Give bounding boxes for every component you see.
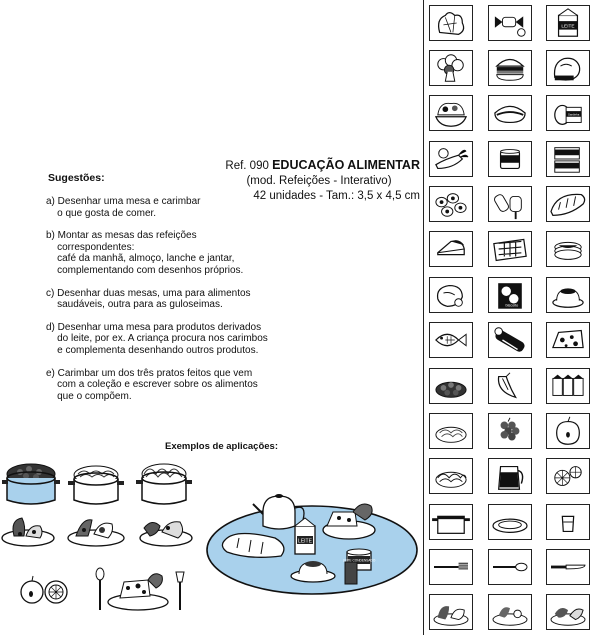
suggestion-line: correspondentes:	[46, 241, 135, 253]
example-plate-2	[66, 510, 126, 548]
carrot-icon	[430, 142, 472, 176]
hot-dog-stamp	[488, 95, 532, 131]
salad-stamp	[429, 95, 473, 131]
milk-carton-icon	[547, 6, 589, 40]
pudding-icon	[547, 278, 589, 312]
suggestion-b	[46, 230, 346, 276]
suggestion-c	[46, 288, 346, 311]
suggestion-line: b) Montar as mesas das refeições	[46, 230, 197, 242]
can-label: LEITE CONDENSADO	[342, 558, 376, 563]
juice-jug-stamp	[488, 458, 532, 494]
grapes-icon	[489, 414, 531, 448]
sardine-can-stamp	[546, 95, 590, 131]
pancakes-icon	[547, 232, 589, 266]
knife-icon	[547, 550, 589, 584]
yogurt-cups-icon	[547, 369, 589, 403]
beans-icon	[430, 369, 472, 403]
fork-icon	[430, 550, 472, 584]
suggestion-line: c) Desenhar duas mesas, uma para alimentos	[46, 287, 251, 299]
example-plate-3	[138, 510, 194, 548]
glass-icon	[547, 505, 589, 539]
orange-slices-icon	[547, 459, 589, 493]
cans-stack-icon	[547, 142, 589, 176]
plate-meal-1-stamp	[429, 594, 473, 630]
example-pot-beans	[2, 460, 60, 508]
suggestion-e	[46, 368, 346, 403]
example-table-scene	[205, 490, 420, 595]
product-units: 42 unidades - Tam.: 3,5 x 4,5 cm	[253, 190, 420, 202]
pudding-stamp	[546, 277, 590, 313]
hot-dog-icon	[489, 96, 531, 130]
canned-food-icon	[489, 142, 531, 176]
suggestion-line: e) Carimbar um dos três pratos feitos que vem	[46, 367, 253, 379]
cans-stack-stamp	[546, 141, 590, 177]
plate-meal-3-icon	[547, 595, 589, 629]
cheese-icon	[547, 323, 589, 357]
example-apple-orange	[18, 572, 70, 608]
rice-icon	[430, 414, 472, 448]
suggestion-line: do leite, por ex. A criança procura nos carimbos	[46, 333, 268, 345]
rice-stamp	[429, 413, 473, 449]
suggestion-line: café da manhã, almoço, lanche e jantar,	[46, 253, 235, 265]
suggestion-d	[46, 322, 346, 357]
grid-edge-line	[423, 0, 424, 635]
product-ref-line	[198, 158, 420, 174]
meat-stamp	[429, 277, 473, 313]
spoon-icon	[489, 550, 531, 584]
cake-slice-stamp	[429, 231, 473, 267]
suggestion-line: saudáveis, outra para as guloseimas.	[46, 299, 223, 311]
lettuce-stamp	[429, 5, 473, 41]
spoon-stamp	[488, 549, 532, 585]
cookies-box-stamp	[488, 277, 532, 313]
example-pot-rice	[68, 462, 124, 508]
chicken-stamp	[546, 50, 590, 86]
chicken-icon	[547, 51, 589, 85]
broccoli-stamp	[429, 50, 473, 86]
broccoli-icon	[430, 51, 472, 85]
suggestions-heading: Sugestões:	[48, 172, 105, 184]
yogurt-cups-stamp	[546, 368, 590, 404]
bread-loaf-stamp	[546, 186, 590, 222]
product-subtitle: (mod. Refeições - Interativo)	[246, 175, 392, 187]
stamp-grid	[423, 0, 600, 635]
example-cheese-plate	[92, 566, 188, 614]
juice-jug-icon	[489, 459, 531, 493]
popsicle-stamp	[488, 186, 532, 222]
plate-icon	[489, 505, 531, 539]
chocolate-bar-icon	[489, 232, 531, 266]
glass-stamp	[546, 504, 590, 540]
spaghetti-icon	[430, 459, 472, 493]
plate-meal-2-icon	[489, 595, 531, 629]
carton-label: LEITE	[298, 538, 312, 545]
candy-icon	[489, 6, 531, 40]
suggestion-line: que o compõem.	[46, 390, 132, 402]
hamburger-icon	[489, 51, 531, 85]
fish-stamp	[429, 322, 473, 358]
salad-icon	[430, 96, 472, 130]
apple-half-icon	[547, 414, 589, 448]
suggestion-line: complementando com desenhos próprios.	[46, 264, 244, 276]
cheese-stamp	[546, 322, 590, 358]
fish-icon	[430, 323, 472, 357]
eggs-stamp	[429, 186, 473, 222]
hamburger-stamp	[488, 50, 532, 86]
sardine-can-icon	[547, 96, 589, 130]
suggestion-line: com a coleção e escrever sobre os alimentos	[46, 379, 258, 391]
apple-half-stamp	[546, 413, 590, 449]
sweets-roll-stamp	[488, 322, 532, 358]
plate-meal-2-stamp	[488, 594, 532, 630]
examples-title: Exemplos de aplicações:	[165, 441, 278, 452]
milk-carton-stamp	[546, 5, 590, 41]
sweets-roll-icon	[489, 323, 531, 357]
suggestion-line: o que gosta de comer.	[46, 207, 157, 219]
beans-stamp	[429, 368, 473, 404]
banana-icon	[489, 369, 531, 403]
eggs-icon	[430, 187, 472, 221]
banana-stamp	[488, 368, 532, 404]
pot-stamp	[429, 504, 473, 540]
product-title: EDUCAÇÃO ALIMENTAR	[272, 158, 420, 172]
example-plate-1	[0, 512, 56, 548]
orange-slices-stamp	[546, 458, 590, 494]
popsicle-icon	[489, 187, 531, 221]
bread-loaf-icon	[547, 187, 589, 221]
suggestion-line: d) Desenhar uma mesa para produtos derivados	[46, 321, 262, 333]
plate-meal-3-stamp	[546, 594, 590, 630]
fork-stamp	[429, 549, 473, 585]
sardine-text: Sardinha	[568, 112, 580, 117]
grapes-stamp	[488, 413, 532, 449]
pancakes-stamp	[546, 231, 590, 267]
knife-stamp	[546, 549, 590, 585]
milk-carton-text: LEITE	[561, 24, 575, 30]
chocolate-bar-stamp	[488, 231, 532, 267]
cake-slice-icon	[430, 232, 472, 266]
example-pot-spaghetti	[136, 460, 192, 508]
cookies-box-icon	[489, 278, 531, 312]
spaghetti-stamp	[429, 458, 473, 494]
candy-stamp	[488, 5, 532, 41]
carrot-stamp	[429, 141, 473, 177]
meat-icon	[430, 278, 472, 312]
cookies-text: biscoito	[505, 303, 519, 308]
suggestion-a	[46, 196, 346, 219]
lettuce-icon	[430, 6, 472, 40]
canned-food-stamp	[488, 141, 532, 177]
plate-meal-1-icon	[430, 595, 472, 629]
pot-icon	[430, 505, 472, 539]
suggestions-list	[46, 196, 346, 413]
product-ref: Ref. 090	[225, 160, 269, 172]
suggestion-line: a) Desenhar uma mesa e carimbar	[46, 196, 201, 207]
plate-stamp	[488, 504, 532, 540]
suggestion-line: e complementa desenhando outros produtos.	[46, 344, 259, 356]
